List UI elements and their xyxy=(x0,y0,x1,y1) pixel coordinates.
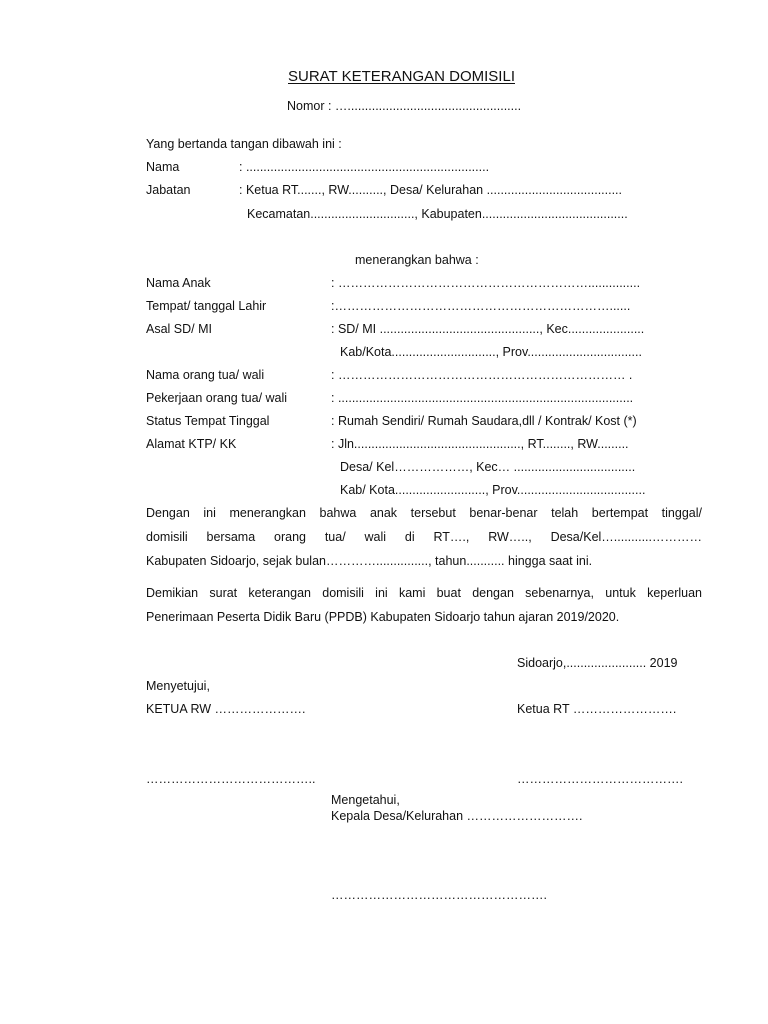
nama-anak-label: Nama Anak xyxy=(146,276,211,290)
menyetujui-text: Menyetujui, xyxy=(146,679,210,693)
paragraph1-line3: Kabupaten Sidoarjo, sejak bulan…………..............., tahun........... hingga saat ini. xyxy=(146,554,593,568)
status-value: : Rumah Sendiri/ Rumah Saudara,dll / Kontrak/ Kost (*) xyxy=(331,414,637,428)
place-date: Sidoarjo,....................... 2019 xyxy=(517,656,678,670)
kepala-desa-label: Kepala Desa/Kelurahan ………………………. xyxy=(331,809,583,823)
asal-sd-label: Asal SD/ MI xyxy=(146,322,212,336)
ketua-rt-signature-line: …………………………………. xyxy=(517,772,683,786)
ketua-rw-label: KETUA RW …………………. xyxy=(146,702,306,716)
asal-sd-value-cont: Kab/Kota.............................., Prov................................. xyxy=(340,345,642,359)
ketua-rw-signature-line: ………………………………….. xyxy=(146,772,316,786)
nama-value: : ...................................................................... xyxy=(239,160,490,174)
ortu-label: Nama orang tua/ wali xyxy=(146,368,265,382)
ttl-label: Tempat/ tanggal Lahir xyxy=(146,299,267,313)
asal-sd-value: : SD/ MI .............................................., Kec...................... xyxy=(331,322,645,336)
jabatan-value-cont: Kecamatan.............................., Kabupaten.......................................... xyxy=(247,207,628,221)
document-title: SURAT KETERANGAN DOMISILI xyxy=(288,68,515,85)
ortu-value: : …………………………………………………………… . xyxy=(331,368,633,382)
paragraph1-line1: Dengan ini menerangkan bahwa anak tersebut benar-benar telah bertempat tinggal/ xyxy=(146,506,702,520)
paragraph1-line2: domisili bersama orang tua/ wali di RT…., RW….., Desa/Kel…...........………… xyxy=(146,530,702,544)
nama-label: Nama xyxy=(146,160,180,174)
alamat-value-cont2: Kab/ Kota.........................., Prov..................................... xyxy=(340,483,646,497)
kepala-desa-signature-line: ……………………………………………. xyxy=(331,888,547,902)
nama-anak-value: : ……………………………………………………............... xyxy=(331,276,641,290)
paragraph2-line2: Penerimaan Peserta Didik Baru (PPDB) Kabupaten Sidoarjo tahun ajaran 2019/2020. xyxy=(146,610,620,624)
alamat-value: : Jln................................................, RT........, RW......... xyxy=(331,437,629,451)
ketua-rt-label: Ketua RT ……………………. xyxy=(517,702,677,716)
ttl-value: :…………………………………………………………...... xyxy=(331,299,631,313)
alamat-label: Alamat KTP/ KK xyxy=(146,437,237,451)
menerangkan-text: menerangkan bahwa : xyxy=(355,253,479,267)
mengetahui-text: Mengetahui, xyxy=(331,793,400,807)
paragraph2-line1: Demikian surat keterangan domisili ini kami buat dengan sebenarnya, untuk keperluan xyxy=(146,586,702,600)
jabatan-label: Jabatan xyxy=(146,183,191,197)
document-number: Nomor : ….................................................. xyxy=(287,99,522,113)
pekerjaan-label: Pekerjaan orang tua/ wali xyxy=(146,391,288,405)
jabatan-value: : Ketua RT......., RW.........., Desa/ Kelurahan ....................................... xyxy=(239,183,623,197)
intro-text: Yang bertanda tangan dibawah ini : xyxy=(146,137,342,151)
pekerjaan-value: : ..................................................................................... xyxy=(331,391,634,405)
alamat-value-cont1: Desa/ Kel………………, Kec… ................................... xyxy=(340,460,636,474)
status-label: Status Tempat Tinggal xyxy=(146,414,270,428)
